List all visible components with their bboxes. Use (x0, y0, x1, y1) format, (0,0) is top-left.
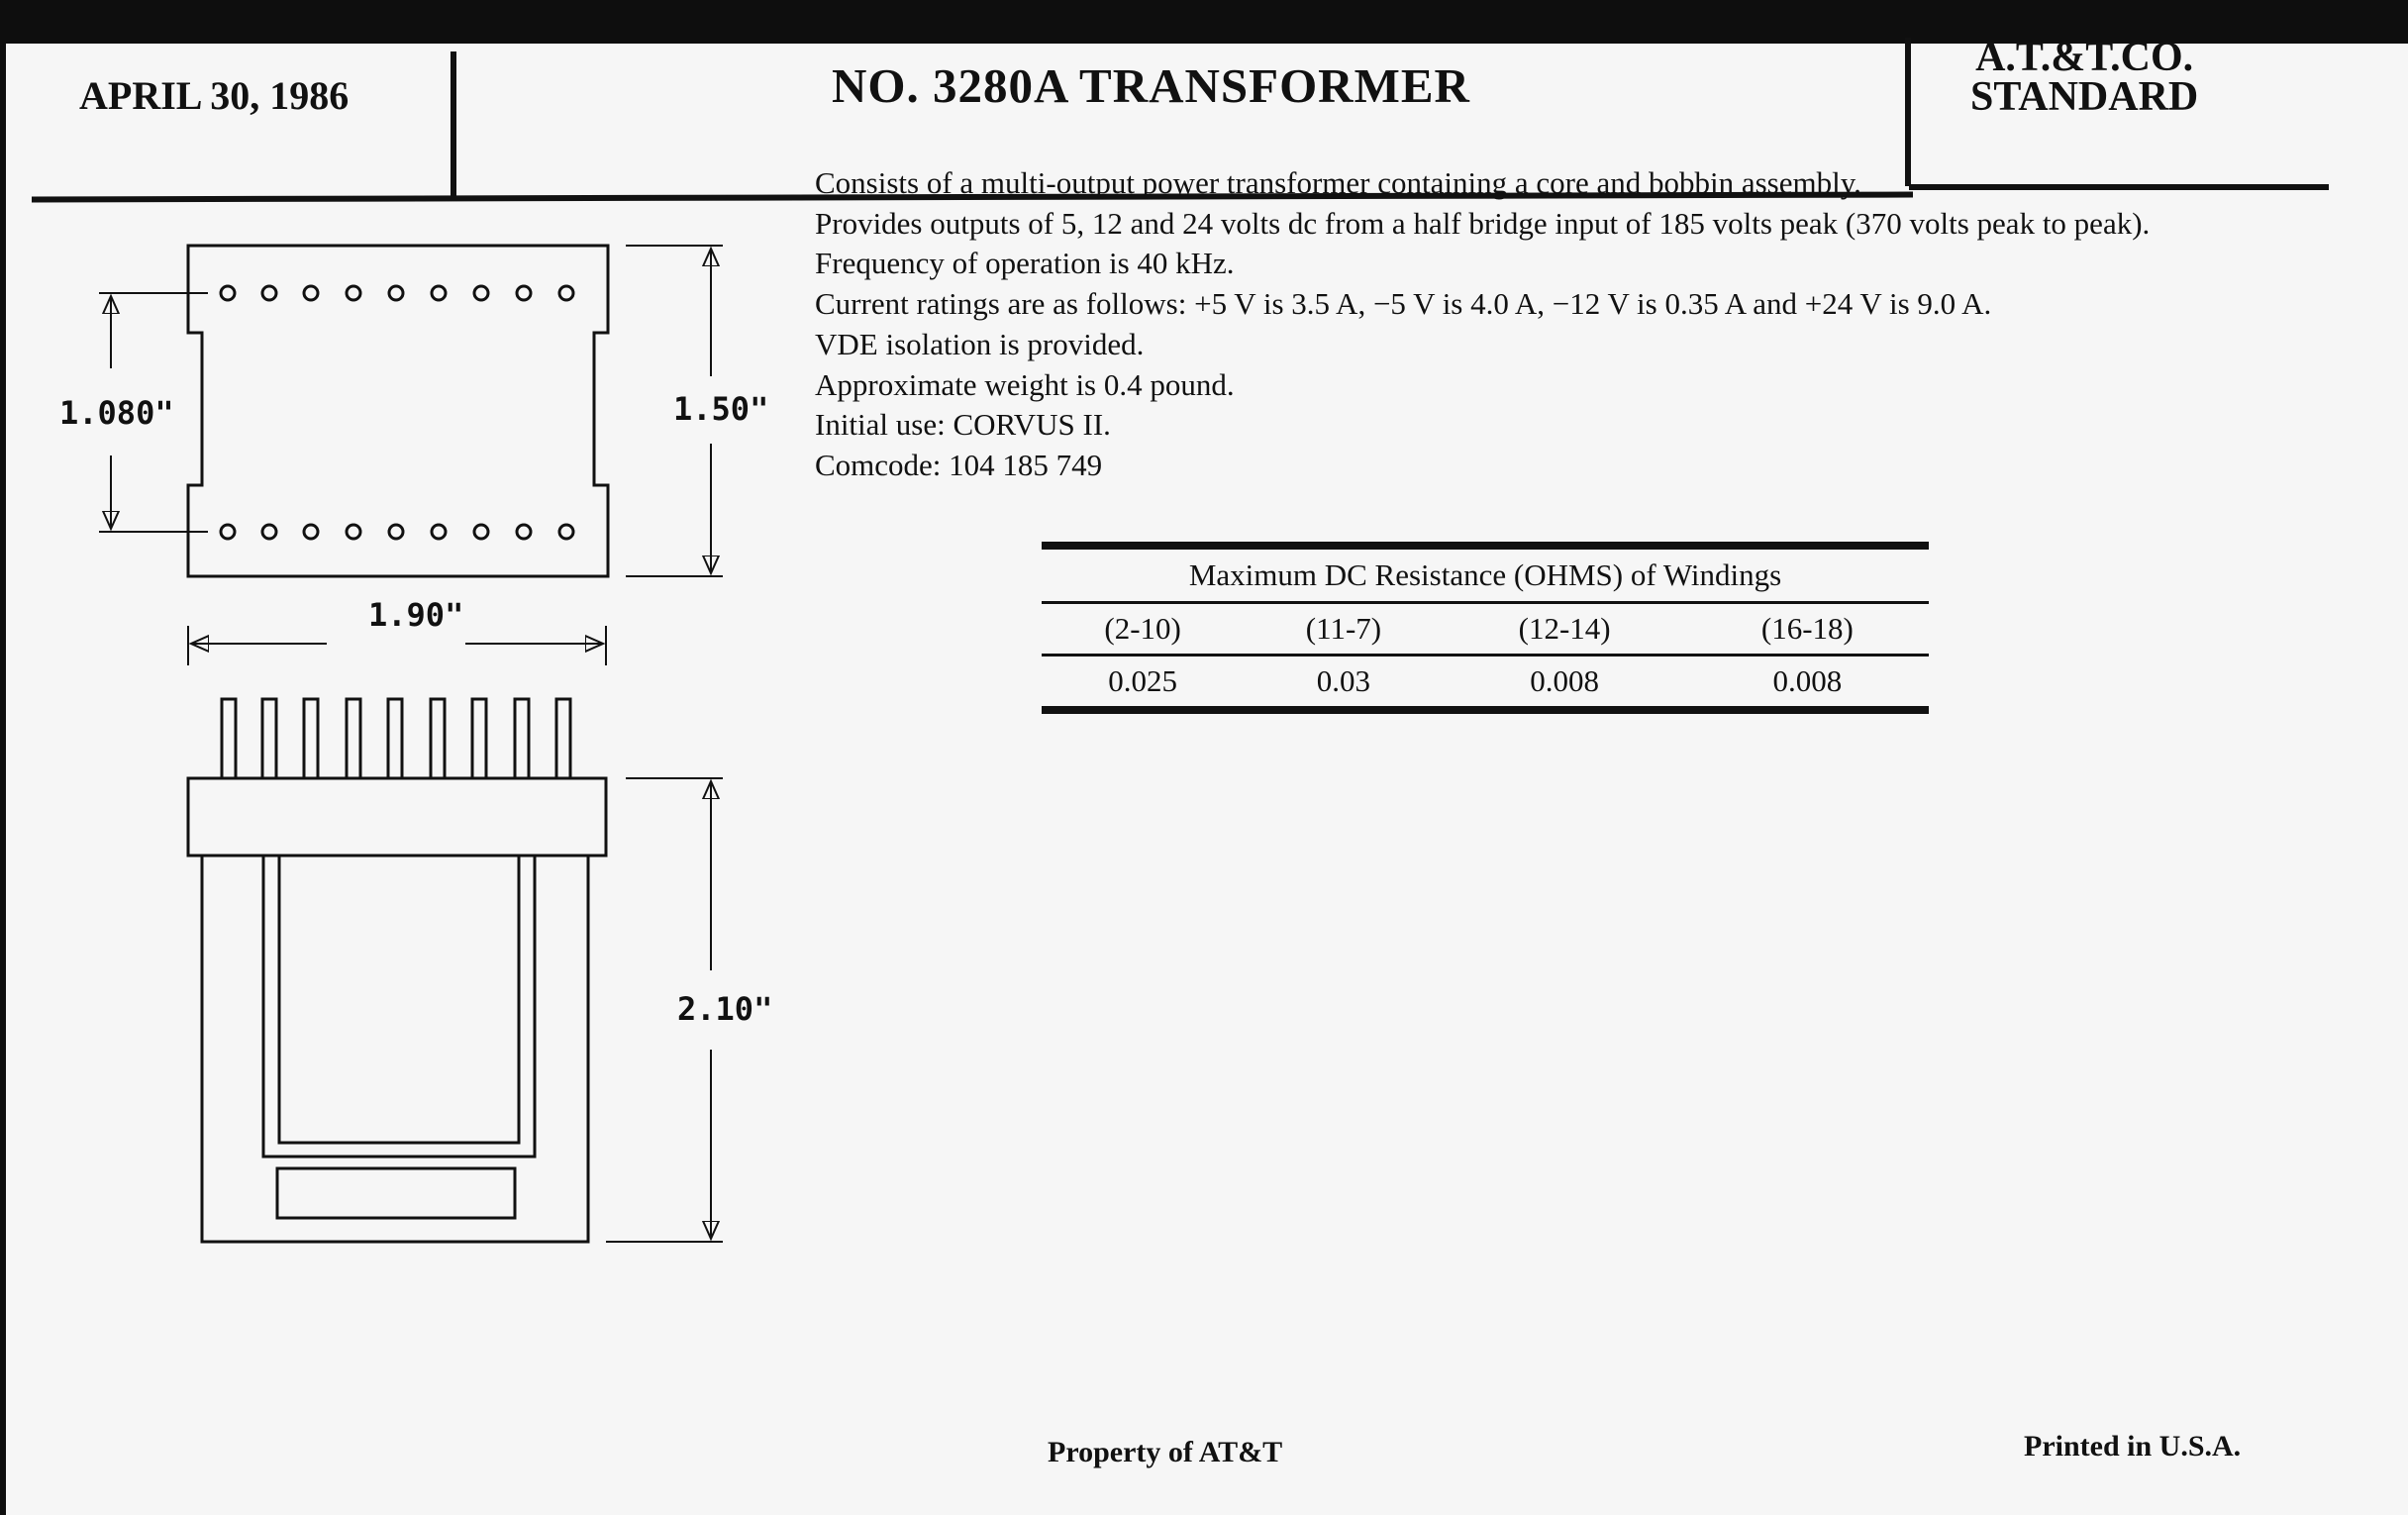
document-title: NO. 3280A TRANSFORMER (832, 58, 1470, 113)
footer-printed: Printed in U.S.A. (2024, 1430, 2242, 1463)
side-view-core (202, 856, 588, 1242)
side-view-pins (222, 699, 570, 778)
dim-top-height-label: 1.50" (673, 390, 769, 428)
table-cell: 0.025 (1108, 663, 1178, 698)
standard-line-2: STANDARD (1970, 74, 2199, 120)
standard-line-1: A.T.&T.CO. (1975, 35, 2194, 80)
side-view-header (188, 778, 606, 856)
table-caption: Maximum DC Resistance (OHMS) of Windings (1042, 546, 1929, 603)
column-header: (2-10) (1042, 603, 1244, 656)
description-line: Provides outputs of 5, 12 and 24 volts dc from a half bridge input of 185 volts peak (370 volts peak to peak). (815, 205, 2151, 241)
side-view-bobbin (263, 856, 535, 1157)
column-header: (11-7) (1244, 603, 1443, 656)
description-line: Current ratings are as follows: +5 V is 3.5 A, −5 V is 4.0 A, −12 V is 0.35 A and +24 V is 9.0 A. (815, 286, 1992, 322)
footer-property: Property of AT&T (1048, 1436, 1283, 1468)
column-header: (16-18) (1686, 603, 1929, 656)
dim-body-height-label: 2.10" (677, 990, 773, 1028)
table-cell: 0.008 (1772, 663, 1843, 698)
dim-width-label: 1.90" (368, 596, 464, 634)
top-view-outline (188, 246, 608, 576)
description-line: Consists of a multi-output power transformer containing a core and bobbin assembly. (815, 165, 1861, 200)
description-line: Initial use: CORVUS II. (815, 407, 1111, 443)
document-date: APRIL 30, 1986 (79, 73, 350, 118)
description-line: Approximate weight is 0.4 pound. (815, 366, 1235, 402)
description-line: Frequency of operation is 40 kHz. (815, 246, 1235, 281)
side-view-base (277, 1168, 515, 1218)
table-cell: 0.008 (1530, 663, 1600, 698)
table-cell: 0.03 (1316, 663, 1371, 698)
description-line: VDE isolation is provided. (815, 326, 1145, 361)
pin-pads-bottom (221, 525, 573, 539)
column-header: (12-14) (1444, 603, 1686, 656)
description-line: Comcode: 104 185 749 (815, 447, 1103, 482)
dim-pin-span-label: 1.080" (59, 394, 174, 432)
pin-pads-top (221, 286, 573, 300)
side-view-bobbin-inner (279, 856, 519, 1143)
